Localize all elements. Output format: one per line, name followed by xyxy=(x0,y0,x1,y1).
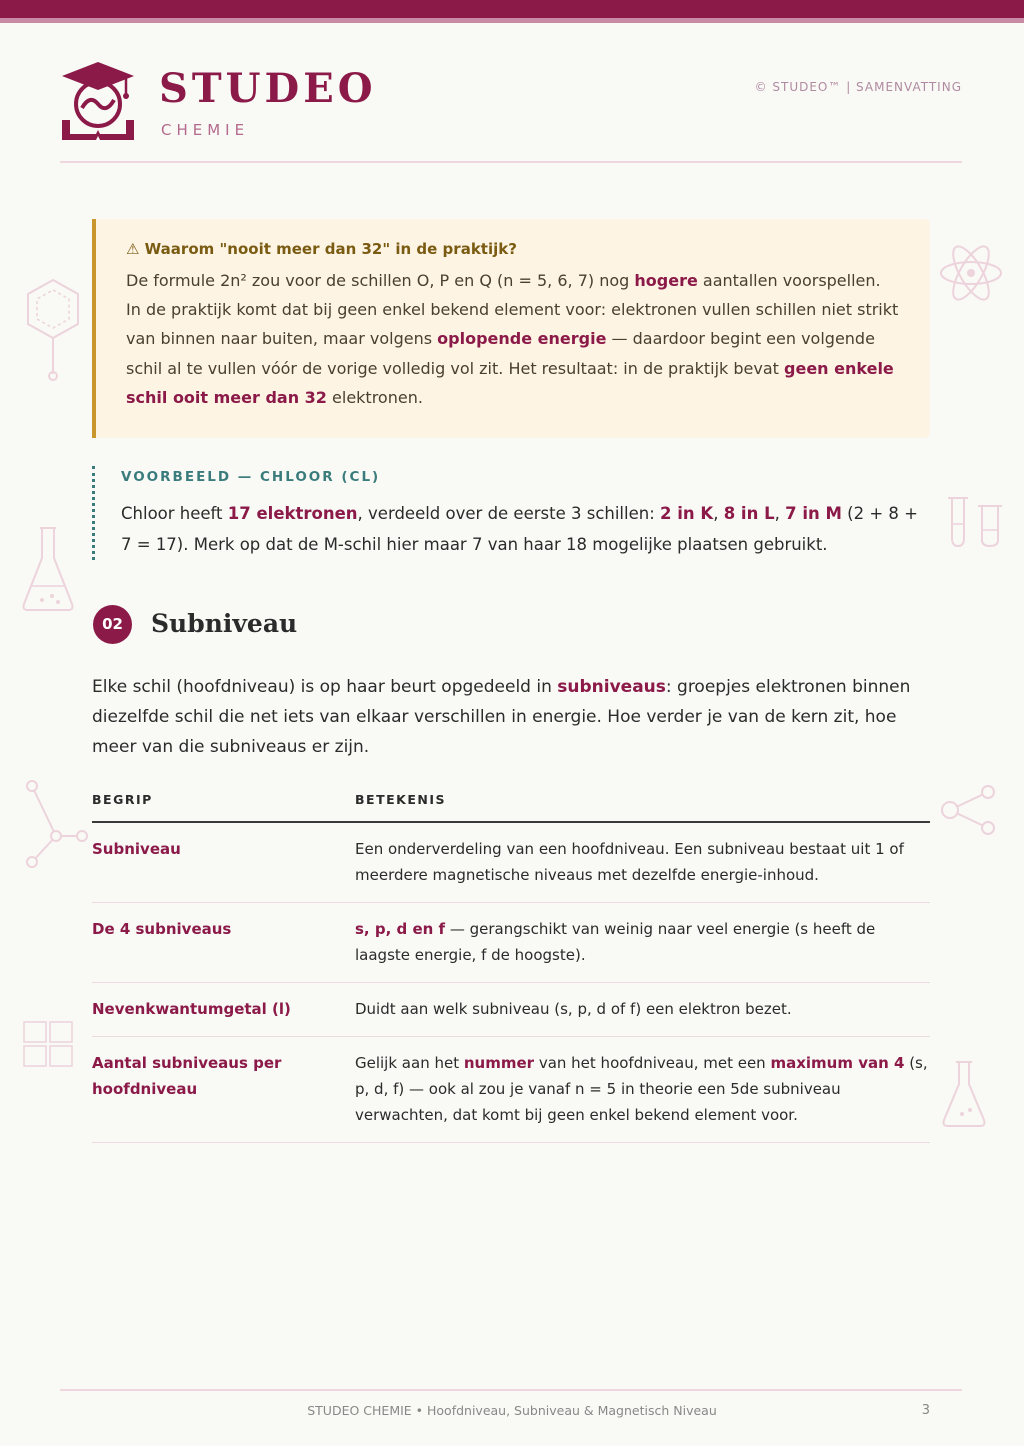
meaning-cell xyxy=(355,822,930,903)
intro-highlight: subniveaus xyxy=(557,677,666,697)
example-text: Chloor heeft xyxy=(121,504,228,523)
molecule-network-icon xyxy=(22,778,88,870)
example-highlight: 2 in K xyxy=(660,504,714,523)
flask-icon xyxy=(20,524,76,612)
table-row xyxy=(92,1037,930,1143)
warning-callout xyxy=(92,219,930,438)
meaning-text: van het hoofdniveau, met een xyxy=(534,1054,771,1072)
header-copyright: © STUDEO™ | SAMENVATTING xyxy=(754,80,962,94)
section-intro xyxy=(92,672,930,762)
meaning-text: Duidt aan welk subniveau (s, p, d of f) een elektron bezet. xyxy=(355,1000,792,1018)
meaning-highlight: maximum van 4 xyxy=(770,1054,905,1072)
meaning-highlight: s, p, d en f xyxy=(355,920,446,938)
warning-text: — daardoor begint een volgende schil al te vullen vóór de vorige volledig vol zit. Het resultaat: in de praktijk bevat xyxy=(126,329,875,378)
example-highlight: 8 in L xyxy=(723,504,775,523)
definitions-table xyxy=(92,786,930,1143)
brand-title: STUDEO xyxy=(159,65,377,112)
meaning-text: Gelijk aan het xyxy=(355,1054,464,1072)
table-row xyxy=(92,822,930,903)
warning-body xyxy=(126,266,900,412)
meaning-cell xyxy=(355,903,930,983)
meaning-highlight: nummer xyxy=(463,1054,535,1072)
test-tubes-icon xyxy=(944,494,1006,550)
meaning-text: (s, p, d, f) — ook al zou je vanaf n = 5 in theorie een 5de subniveau verwachten, dat komt bij geen enkel bekend element voor. xyxy=(355,1054,928,1124)
example-text: , verdeeld over de eerste 3 schillen: xyxy=(357,504,661,523)
footer-text: STUDEO CHEMIE • Hoofdniveau, Subniveau & Magnetisch Niveau xyxy=(307,1403,717,1418)
table-row xyxy=(92,983,930,1037)
meaning-text: Een onderverdeling van een hoofdniveau. Een subniveau bestaat uit 1 of meerdere magnetische niveaus met dezelfde energie-inhoud. xyxy=(355,840,904,884)
meaning-cell xyxy=(355,983,930,1037)
hexagon-molecule-icon xyxy=(24,276,82,384)
warning-text: aantallen voorspellen. In de praktijk komt dat bij geen enkel bekend element voor: elektronen vullen schillen niet strikt van binnen naar buiten, maar volgens xyxy=(126,271,899,349)
atom-icon xyxy=(938,242,1004,304)
term-cell: Nevenkwantumgetal (l) xyxy=(92,983,355,1037)
column-header-term: BEGRIP xyxy=(92,786,355,822)
term-cell: De 4 subniveaus xyxy=(92,903,355,983)
term-cell: Subniveau xyxy=(92,822,355,903)
column-header-meaning: BETEKENIS xyxy=(355,786,930,822)
warning-highlight: hogere xyxy=(634,271,698,290)
warning-title: ⚠ Waarom "nooit meer dan 32" in de praktijk? xyxy=(126,240,517,258)
table-row xyxy=(92,903,930,983)
erlenmeyer-icon xyxy=(940,1058,988,1128)
footer-divider xyxy=(60,1389,962,1391)
brand-subject: CHEMIE xyxy=(161,121,250,139)
intro-text: Elke schil (hoofdniveau) is op haar beurt opgedeeld in xyxy=(92,677,558,697)
meaning-text: — gerangschikt van weinig naar veel energie (s heeft de laagste energie, f de hoogste). xyxy=(355,920,876,964)
intro-text: : groepjes elektronen binnen diezelfde schil die net iets van elkaar verschillen in energie. Hoe verder je van de kern zit, hoe meer van die subniveaus er zijn. xyxy=(92,677,911,757)
section-number-badge: 02 xyxy=(93,605,132,644)
warning-text: elektronen. xyxy=(326,387,423,407)
page-number: 3 xyxy=(921,1403,930,1418)
top-accent-bar-light xyxy=(0,18,1024,23)
periodic-tiles-icon xyxy=(22,1020,76,1070)
term-cell: Aantal subniveaus per hoofdniveau xyxy=(92,1037,355,1143)
example-highlight: 17 elektronen xyxy=(227,504,358,523)
meaning-cell xyxy=(355,1037,930,1143)
example-callout xyxy=(92,466,930,560)
warning-highlight: geen enkele schil ooit meer dan 32 xyxy=(126,358,894,407)
table-header-row xyxy=(92,786,930,822)
example-text: (2 + 8 + 7 = 17). Merk op dat de M-schil hier maar 7 van haar 18 mogelijke plaatsen gebruikt. xyxy=(121,504,918,554)
example-highlight: 7 in M xyxy=(785,504,842,523)
example-text: , xyxy=(713,504,724,523)
section-title: Subniveau xyxy=(151,609,298,638)
example-text: , xyxy=(774,504,786,523)
header-divider xyxy=(60,161,962,163)
warning-highlight: oplopende energie xyxy=(437,329,607,349)
graduation-cap-book-logo-icon xyxy=(60,60,136,142)
top-accent-bar xyxy=(0,0,1024,18)
example-body xyxy=(121,498,930,560)
molecule-network-icon xyxy=(938,782,998,838)
example-label: VOORBEELD — CHLOOR (CL) xyxy=(121,469,381,485)
warning-text: De formule 2n² zou voor de schillen O, P en Q (n = 5, 6, 7) nog xyxy=(126,271,635,290)
